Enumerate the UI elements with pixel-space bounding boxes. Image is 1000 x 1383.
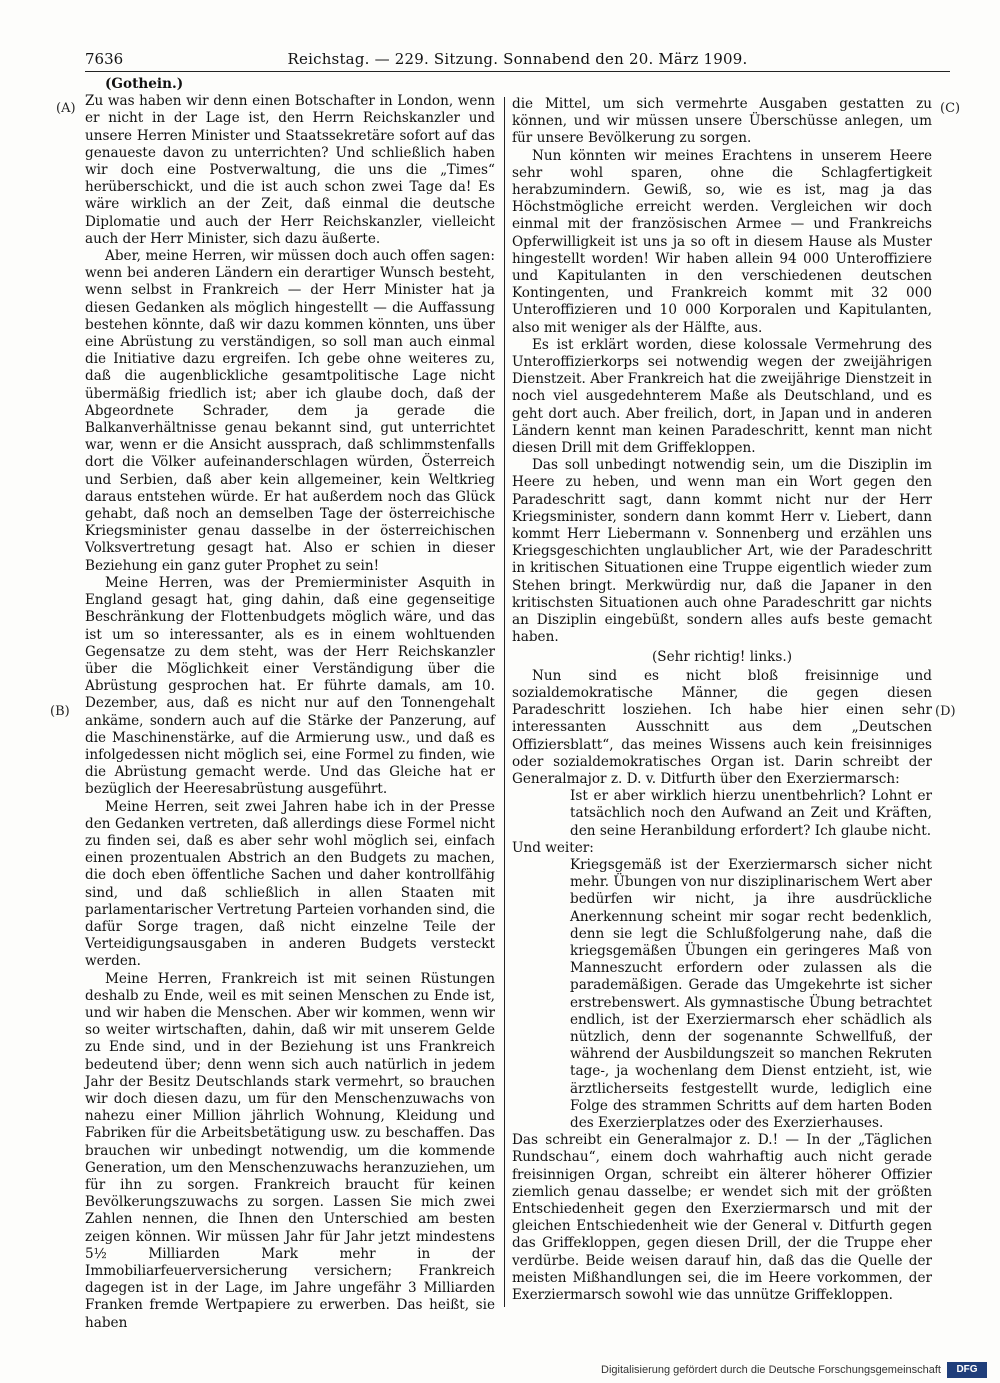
speaker-label: (Gothein.): [105, 76, 184, 92]
quotation: Kriegsgemäß ist der Exerziermarsch sicher nicht mehr. Übungen von nur disziplinarischem Wert aber bedürfen wir nicht, ja ihre ausdrückliche Anerkennung scheint mir sogar recht bedenklich, denn sie legt die Schlußfolgerung nahe, daß die kriegsgemäßen Übungen ein geringeres Maß von Manneszucht erfordern oder zulassen als die parademäßigen. Gerade das Umgekehrte ist sicher erstrebenswert. Als gymnastische Übung betrachtet endlich, ist der Exerziermarsch eher schädlich als nützlich, denn der sogenannte Schwellfuß, der während der Ausbildungszeit so manchen Rekruten tage-, ja wochenlang dem Dienst entzieht, ist, wie ärztlicherseits festgestellt wurde, lediglich eine Folge des strammen Schritts auf dem harten Boden des Exerzierplatzes oder des Exerzierhauses.: [570, 856, 932, 1131]
paragraph: Das soll unbedingt notwendig sein, um die Disziplin im Heere zu heben, und wenn man ein Wort gegen den Paradeschritt sagt, dann kommt nicht nur der Herr Kriegsminister, sondern dann kommt Herr v. Liebert, dann kommt Herr Liebermann v. Sonnenberg und erzählen uns Kriegsgeschichten unglaublicher Art, wie der Paradeschritt in kritischen Situationen eine Truppe eigentlich wieder zum Stehen bringt. Merkwürdig nur, daß die Japaner in den kritischsten Situationen auch ohne Paradeschritt gar nichts an Disziplin eingebüßt, sondern alles aufs beste gemacht haben.: [512, 457, 932, 646]
paragraph: Meine Herren, seit zwei Jahren habe ich in der Presse den Gedanken vertreten, daß allerdings diese Formel nicht zu finden sei, daß es aber sehr wohl möglich sei, einfach einen prozentualen Abstrich an den Budgets zu machen, die doch eben öffentliche Sachen und daher kontrollfähig sind, und daß schließlich in allen Staaten mit parlamentarischer Vertretung Parteien vorhanden sind, die dafür Sorge tragen, daß nicht einzelne Teile der Verteidigungsausgaben in anderen Budgets versteckt werden.: [85, 798, 495, 970]
column-divider: [504, 97, 505, 1307]
paragraph: Das schreibt ein Generalmajor z. D.! — In der „Täglichen Rundschau“, einem doch wahrhaftig auch nicht gerade freisinnigen Organ, schreibt ein älterer höherer Offizier ziemlich genau dasselbe; er wendet sich mit der größten Entschiedenheit gegen den Exerziermarsch und mit der gleichen Entschiedenheit wie der General v. Ditfurth gegen das Griffekloppen, gegen diesen Drill, der die Truppe eher verdürbe. Beide weisen darauf hin, daß das die Quelle der meisten Mißhandlungen sei, die im Heere vorkommen, der Exerziermarsch sowohl wie das unnütze Griffekloppen.: [512, 1132, 932, 1304]
quotation: Ist er aber wirklich hierzu unentbehrlich? Lohnt er tatsächlich noch den Aufwand an Zeit und Kräften, den seine Heranbildung erfordert? Ich glaube nicht.: [570, 788, 932, 839]
footer: [601, 1362, 987, 1378]
funding-credit: Digitalisierung gefördert durch die Deutsche Forschungsgemeinschaft: [601, 1364, 941, 1376]
margin-mark-b: (B): [50, 704, 70, 719]
page-number: 7636: [85, 50, 124, 68]
right-column: [512, 96, 932, 1304]
left-column: [85, 76, 495, 1332]
paragraph: Meine Herren, Frankreich ist mit seinen Rüstungen deshalb zu Ende, weil es mit seinen Menschen zu Ende ist, und wir haben die Menschen. Aber wir kommen, wenn wir so weiter wirtschaften, dahin, daß wir mit unserem Gelde zu Ende sind, und in der Beziehung ist uns Frankreich bedeutend über; denn wenn sich auch natürlich in jedem Jahr der Besitz Deutschlands stark vermehrt, so brauchen wir doch diesen dazu, um für den Menschenzuwachs von nahezu einer Million jährlich Wohnung, Kleidung und Fabriken für die Arbeitsbetätigung usw. zu beschaffen. Das brauchen wir unbedingt notwendig, um die kommende Generation, um den Menschenzuwachs heranzuziehen, um für ihn zu sorgen. Frankreich braucht für keinen Bevölkerungszuwachs zu sorgen. Lassen Sie mich zwei Zahlen nennen, die Ihnen den Unterschied am besten zeigen können. Wir müssen Jahr für Jahr jetzt mindestens 5½ Milliarden Mark mehr in der Immobiliarfeuerversicherung versichern; Frankreich dagegen ist in der Lage, im Jahre ungefähr 3 Milliarden Franken fremde Wertpapiere zu erwerben. Das heißt, sie haben: [85, 970, 495, 1331]
header-rule: [85, 71, 950, 72]
margin-mark-a: (A): [56, 101, 76, 116]
margin-mark-d: (D): [935, 704, 956, 719]
paragraph: Und weiter:: [512, 839, 594, 856]
paragraph: Meine Herren, was der Premierminister Asquith in England gesagt hat, ging dahin, daß eine gegenseitige Beschränkung der Flottenbudgets möglich wäre, und das ist um so interessanter, als es in einem wohltuenden Gegensatze zu dem steht, was der Herr Reichskanzler über die Möglichkeit einer Verständigung über die Abrüstung gesprochen hat. Er führte damals, am 10. Dezember, aus, daß es nicht nur auf den Tonnengehalt ankäme, sondern auch auf die Stärke der Panzerung, auf die Maschinenstärke, auf die Armierung usw., und daß es infolgedessen nicht möglich sei, eine Formel zu finden, wie die Abrüstung gemacht werde. Und das Gleiche hat er bezüglich der Heeresabrüstung ausgeführt.: [85, 574, 495, 798]
margin-mark-c: (C): [940, 101, 961, 116]
interjection: (Sehr richtig! links.): [651, 648, 793, 665]
page-title: Reichstag. — 229. Sitzung. Sonnabend den 20. März 1909.: [287, 50, 748, 68]
paragraph: die Mittel, um sich vermehrte Ausgaben gestatten zu können, und wir müssen unsere Überschüsse anlegen, um für unsere Bevölkerung zu sorgen.: [512, 96, 932, 147]
paragraph: Zu was haben wir denn einen Botschafter in London, wenn er nicht in der Lage ist, den Herrn Reichskanzler und unsere Herren Minister und Staatssekretäre sofort auf das genaueste davon zu unterrichten? Und schließlich haben wir doch eine Postverwaltung, die uns die „Times“ herüberschickt, und die ist auch schon zwei Tage da! Es wäre wirklich an der Zeit, daß einmal die deutsche Diplomatie und auch der Herr Reichskanzler, vielleicht auch der Herr Minister, sich dazu äußerte.: [85, 93, 495, 247]
paragraph: Aber, meine Herren, wir müssen doch auch offen sagen: wenn bei anderen Ländern ein derartiger Wunsch besteht, wenn selbst in Frankreich — der Herr Minister hat ja diesen Gedanken als möglich hingestellt — die Auffassung bestehen könnte, daß wir dazu kommen könnten, uns über eine Abrüstung zu verständigen, so soll man auch einmal die Initiative dazu ergreifen. Ich gebe ohne weiteres zu, daß die augenblickliche gesamtpolitische Lage nicht übermäßig friedlich ist; aber ich glaube doch, daß der Abgeordnete Schrader, dem ja gerade die Balkanverhältnisse genau bekannt sind, gut unterrichtet war, wenn er die Ansicht aussprach, daß schlimmstenfalls dort die Völker aufeinanderschlagen würden, Österreich und Serbien, daß aber kein allgemeiner, kein Weltkrieg daraus entstehen würde. Er hat außerdem noch das Glück gehabt, daß noch an demselben Tage der österreichische Kriegsminister genau dasselbe in der österreichischen Volksvertretung gesagt hat. Also er schien in dieser Beziehung ein ganz guter Prophet zu sein!: [85, 248, 495, 574]
paragraph: Nun könnten wir meines Erachtens in unserem Heere sehr wohl sparen, ohne die Schlagfertigkeit herabzumindern. Gewiß, so, wie es ist, mag ja das Höchstmögliche erreicht werden. Vergleichen wir doch einmal mit der französischen Armee — und Frankreichs Opferwilligkeit ist uns ja so oft in diesem Hause als Muster hingestellt worden! Wir haben allein 94 000 Unteroffiziere und Kapitulanten in den verschiedenen deutschen Kontingenten, und Frankreich kommt mit 32 000 Unteroffizieren und 10 000 Korporalen und Kapitulanten, also mit weniger als der Hälfte, aus.: [512, 147, 932, 336]
page-header: [85, 48, 950, 70]
paragraph: Nun sind es nicht bloß freisinnige und sozialdemokratische Männer, die gegen diesen Paradeschritt losziehen. Ich habe hier einen sehr interessanten Ausschnitt aus dem „Deutschen Offiziersblatt“, das meines Wissens auch kein freisinniges oder sozialdemokratisches Organ ist. Darin schreibt der Generalmajor z. D. v. Ditfurth über den Exerziermarsch:: [512, 667, 932, 787]
dfg-logo: DFG: [947, 1362, 987, 1378]
paragraph: Es ist erklärt worden, diese kolossale Vermehrung des Unteroffizierkorps sei notwendig wegen der zweijährigen Dienstzeit. Aber Frankreich hat die zweijährige Dienstzeit in noch viel ausgedehnterem Maße als Deutschland, und es geht dort auch. Aber freilich, dort, in Japan und in anderen Ländern kennt man keinen Paradeschritt, kennt man nicht diesen Drill mit dem Griffekloppen.: [512, 336, 932, 457]
